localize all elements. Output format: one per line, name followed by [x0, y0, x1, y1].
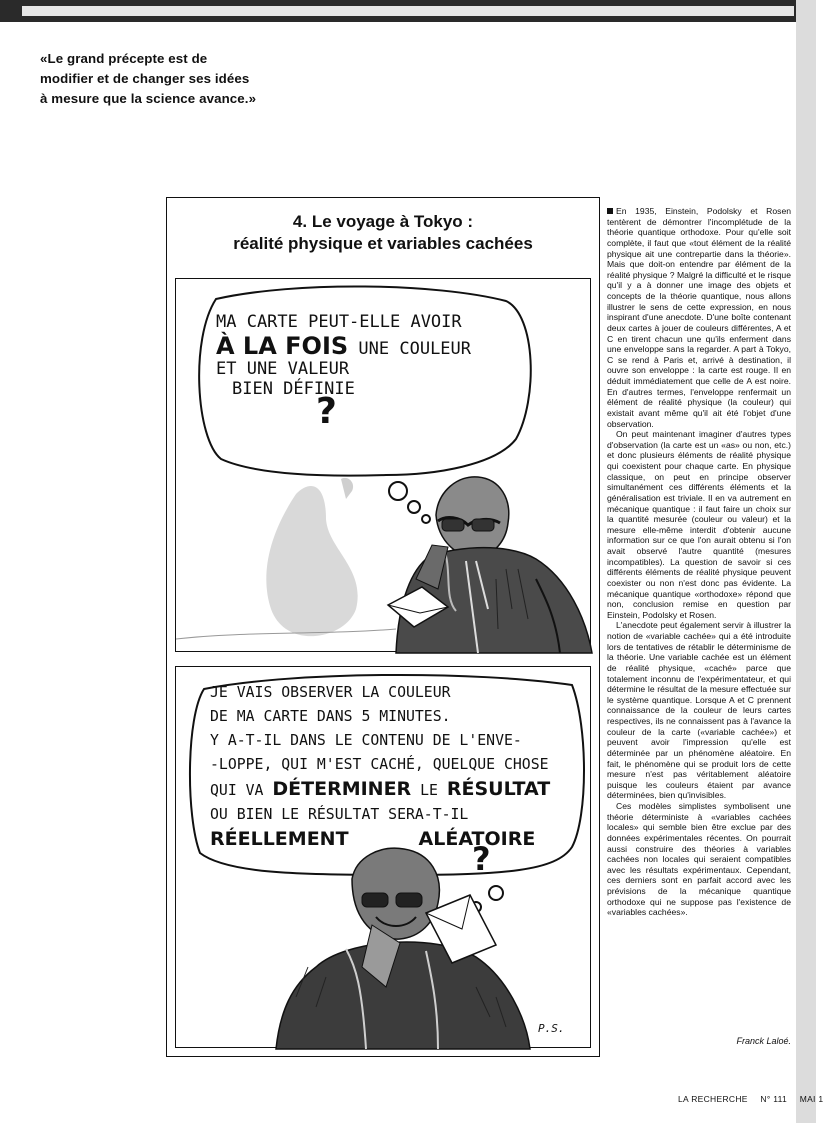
paragraph-text: En 1935, Einstein, Podolsky et Rosen tentèrent de démontrer l'incomplétude de la théorie quantique orthodoxe. Pour qu'elle soit complète, il faut que «tout élément de la réalité physique ait une contrepartie dans la théorie». Mais que doit-on entendre par élément de la réalité physique ? Malgré la difficulté et le risque qu'il y a à donner une image des objets et concepts de la théorie quantique, nous allons illustrer le sens de cette expression, en nous inspirant d'une anecdote. D'une boîte contenant deux cartes à jouer de couleurs différentes, A et C en tirent chacun une qu'ils enferment dans une enveloppe sans la regarder. A part à Tokyo, C se rend à Paris et, arrivé à destination, il ouvre son enveloppe : la carte est rouge. Il en déduit immédiatement que celle de A est noire. En d'autres termes, l'enveloppe renfermait un élément de réalité physique (la couleur) qui existait avant même qu'il ait été l'objet d'une observation.	[607, 206, 791, 429]
speech-line: -LOPPE, QUI M'EST CACHÉ, QUELQUE CHOSE	[210, 756, 549, 773]
speech-fragment: UNE COULEUR	[358, 338, 472, 359]
shadow-silhouette	[341, 478, 353, 499]
artist-signature: P.S.	[538, 1022, 565, 1035]
scan-top-strip	[22, 6, 794, 16]
speech-line: DE MA CARTE DANS 5 MINUTES.	[210, 708, 451, 725]
comic-panel-1	[175, 278, 591, 652]
thought-dot	[389, 482, 407, 500]
footer-month: MAI 1	[799, 1094, 824, 1104]
speech-emphasis: ALÉATOIRE	[418, 828, 536, 850]
comic-title-line2: réalité physique et variables cachées	[233, 234, 533, 253]
quote-line: modifier et de changer ses idées	[40, 71, 250, 86]
speech-line: JE VAIS OBSERVER LA COULEUR	[210, 684, 451, 701]
speech-fragment: LE	[420, 782, 438, 799]
speech-line	[216, 333, 516, 361]
footer-issue: N° 111	[760, 1094, 788, 1104]
speech-line: MA CARTE PEUT-ELLE AVOIR	[216, 312, 462, 332]
article-body	[607, 206, 791, 918]
speech-line: ET UNE VALEUR	[216, 359, 350, 380]
thought-dot	[408, 501, 420, 513]
worried-man-illustration	[276, 848, 530, 1049]
page-footer	[678, 1094, 833, 1104]
thinking-man-illustration	[396, 477, 592, 653]
speech-line: OU BIEN LE RÉSULTAT SERA-T-IL	[210, 806, 469, 823]
thought-dot	[489, 886, 503, 900]
author-signature: Franck Laloé.	[736, 1036, 791, 1046]
speech-line: BIEN DÉFINIE	[232, 378, 355, 399]
thought-dot	[422, 515, 430, 523]
question-mark: ?	[472, 840, 491, 878]
speech-emphasis: À LA FOIS	[216, 331, 349, 360]
shadow-silhouette	[266, 486, 357, 636]
footer-journal: LA RECHERCHE	[678, 1094, 748, 1104]
comic-box	[166, 197, 600, 1057]
scan-top-border	[0, 0, 816, 22]
quote-line: «Le grand précepte est de	[40, 51, 208, 66]
article-paragraph: L'anecdote peut également servir à illustrer la notion de «variable cachée» qui a été introduite lors de tentatives de rétablir le déterminisme de la théorie. Une variable cachée est un élément de réalité physique, «caché» parce que totalement inconnu de l'expérimentateur, et qui détermine le résultat de la mesure effectuée sur le système quantique. Lorsque A et C prennent connaissance de la couleur de leurs cartes respectives, ils ne connaissent pas à l'avance la couleur de la carte («variable cachée») et peuvent avoir l'impression qu'elle est déterminée par un phénomène aléatoire. En fait, le phénomène qui se produit lors de cette mesure n'est pas véritablement aléatoire puisque les couleurs étaient par avance déterminées, bien qu'invisibles.	[607, 620, 791, 801]
panel-1-speech	[216, 313, 516, 399]
speech-emphasis: DÉTERMINER	[272, 778, 412, 800]
quote-line: à mesure que la science avance.»	[40, 91, 257, 106]
speech-emphasis: RÉSULTAT	[446, 778, 551, 800]
article-paragraph: On peut maintenant imaginer d'autres types d'observation (la carte est un «as» ou non, etc.) et donc plusieurs éléments de réalité physique qui coexistent pour chaque carte. En physique classique, on peut en principe observer simultanément ces différents éléments et la généralisation est triviale. Il en va autrement en mécanique quantique : il faut faire un choix sur la quantité mesurée (couleur ou valeur) et la mesure elle-même interdit d'obtenir aucune information sur ce que l'on aurait obtenu si l'on avait observé l'autre quantité (mesures incompatibles). La question de savoir si ces différents éléments de réalité physique peuvent coexister ou non n'est donc pas évidente. La mécanique quantique «orthodoxe» répond que non, conclusion remise en question par Einstein, Podolsky et Rosen.	[607, 429, 791, 620]
speech-line	[210, 827, 580, 853]
speech-line	[210, 777, 580, 803]
bullet-square-icon	[607, 208, 613, 214]
speech-emphasis: RÉELLEMENT	[210, 828, 349, 850]
comic-title-line1: 4. Le voyage à Tokyo :	[292, 212, 474, 231]
speech-line: Y A-T-IL DANS LE CONTENU DE L'ENVE-	[210, 732, 522, 749]
speech-fragment: QUI VA	[210, 782, 264, 799]
epigraph-quote	[40, 49, 340, 109]
panel-2-speech	[210, 681, 580, 853]
comic-panel-2	[175, 666, 591, 1048]
article-paragraph	[607, 206, 791, 429]
scan-right-edge	[796, 0, 816, 1123]
article-paragraph: Ces modèles simplistes symbolisent une théorie déterministe à «variables cachées locales» qui semble bien être exclue par des données expérimentales récentes. On pourrait aussi construire des théories à variables cachées non locales qui seraient compatibles avec les résultats expérimentaux. Cependant, ces derniers sont en parfait accord avec les prévisions de la mécanique quantique orthodoxe qui ne suppose pas l'existence de «variables cachées».	[607, 801, 791, 918]
question-mark: ?	[316, 391, 337, 432]
